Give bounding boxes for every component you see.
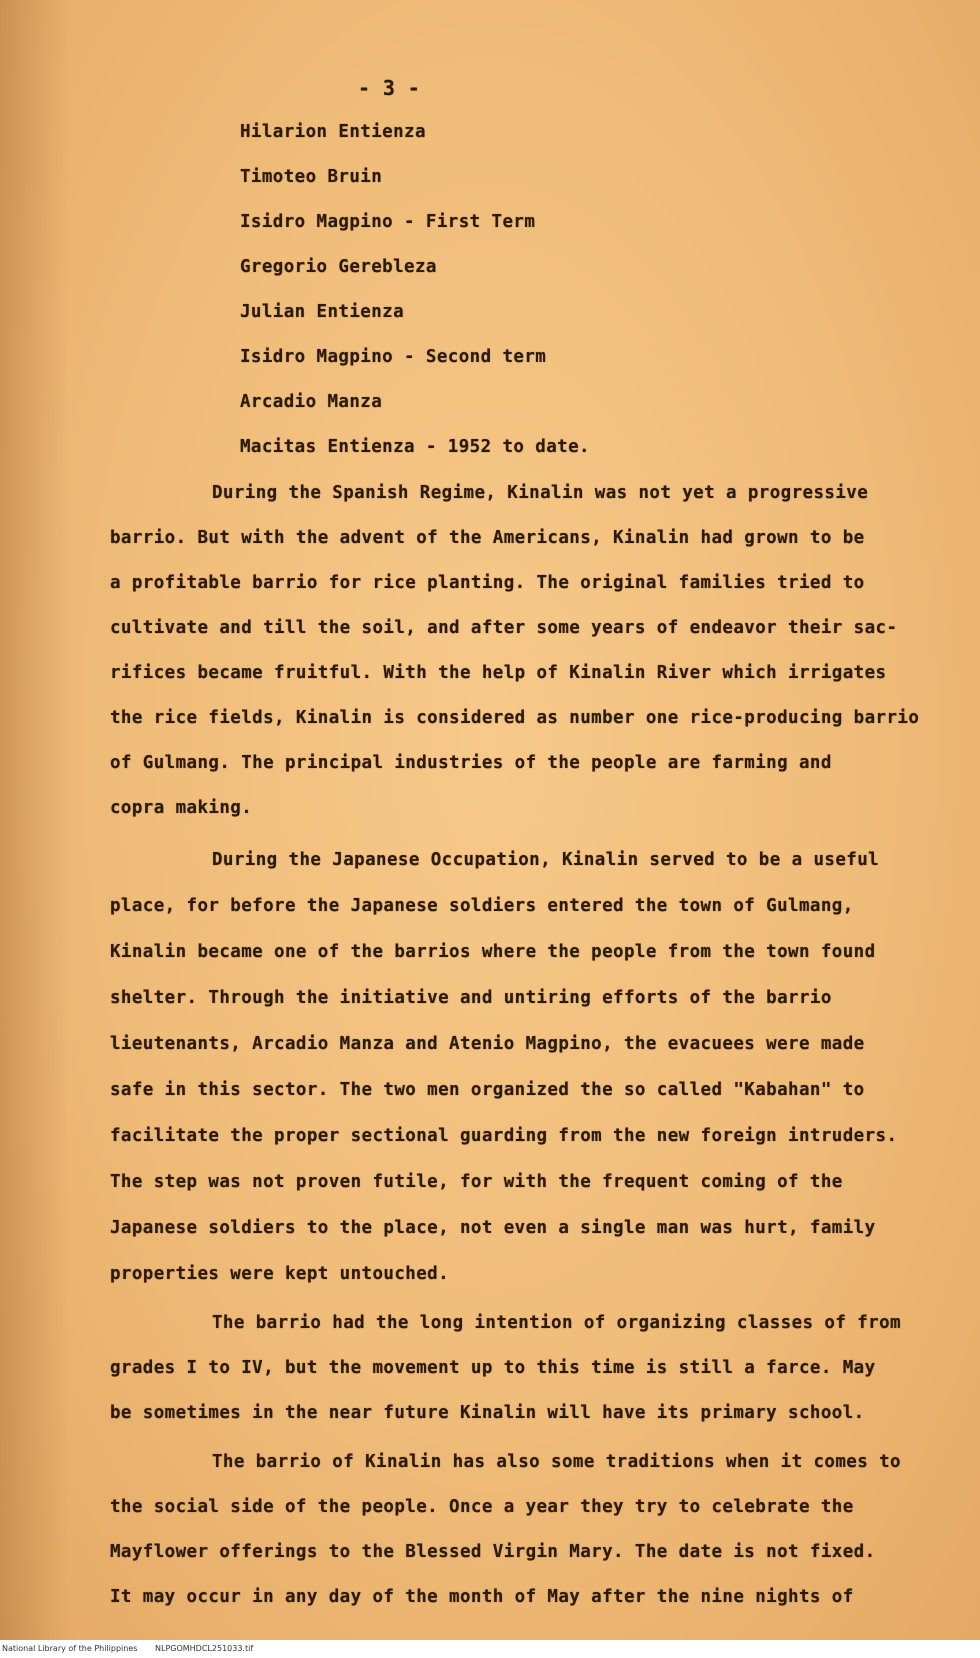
paragraph-line: The step was not proven futile, for with the frequent coming of the [110, 1172, 843, 1192]
paragraph-line: safe in this sector. The two men organized the so called "Kabahan" to [110, 1080, 865, 1100]
paragraph-line: Kinalin became one of the barrios where the people from the town found [110, 942, 876, 962]
name-list-item: Timoteo Bruin [240, 167, 383, 187]
paragraph-line: facilitate the proper sectional guarding from the new foreign intruders. [110, 1126, 898, 1146]
paragraph-line: barrio. But with the advent of the Americans, Kinalin had grown to be [110, 528, 865, 548]
name-list-item: Hilarion Entienza [240, 122, 426, 142]
paragraph-line: rifices became fruitful. With the help of Kinalin River which irrigates [110, 663, 887, 683]
footer-filename: NLPGOMHDCL251033.tif [155, 1644, 254, 1653]
paragraph-line: shelter. Through the initiative and untiring efforts of the barrio [110, 988, 832, 1008]
name-list-item: Gregorio Gerebleza [240, 257, 437, 277]
paragraph-line: grades I to IV, but the movement up to this time is still a farce. May [110, 1358, 876, 1378]
scan-footer [0, 1640, 980, 1658]
paragraph-line: During the Japanese Occupation, Kinalin served to be a useful [212, 850, 880, 870]
paragraph-line: The barrio of Kinalin has also some traditions when it comes to [212, 1452, 901, 1472]
name-list-item: Isidro Magpino - First Term [240, 212, 536, 232]
paragraph-line: of Gulmang. The principal industries of the people are farming and [110, 753, 832, 773]
paragraph-line: cultivate and till the soil, and after some years of endeavor their sac- [110, 618, 898, 638]
name-list-item: Julian Entienza [240, 302, 405, 322]
paragraph-line: properties were kept untouched. [110, 1264, 450, 1284]
paragraph-line: copra making. [110, 798, 253, 818]
footer-library: National Library of the Philippines [2, 1644, 138, 1653]
paragraph-line: Mayflower offerings to the Blessed Virgin Mary. The date is not fixed. [110, 1542, 876, 1562]
paragraph-line: be sometimes in the near future Kinalin will have its primary school. [110, 1403, 865, 1423]
paragraph-line: lieutenants, Arcadio Manza and Atenio Magpino, the evacuees were made [110, 1034, 865, 1054]
page-number: - 3 - [358, 76, 421, 100]
paragraph-line: Japanese soldiers to the place, not even a single man was hurt, family [110, 1218, 876, 1238]
name-list-item: Macitas Entienza - 1952 to date. [240, 437, 590, 457]
paragraph-line: place, for before the Japanese soldiers entered the town of Gulmang, [110, 896, 854, 916]
paragraph-line: the rice fields, Kinalin is considered as number one rice-producing barrio [110, 708, 920, 728]
name-list-item: Isidro Magpino - Second term [240, 347, 547, 367]
paragraph-line: The barrio had the long intention of organizing classes of from [212, 1313, 901, 1333]
paragraph-line: It may occur in any day of the month of May after the nine nights of [110, 1587, 854, 1607]
paragraph-line: During the Spanish Regime, Kinalin was not yet a progressive [212, 483, 869, 503]
paragraph-line: a profitable barrio for rice planting. The original families tried to [110, 573, 865, 593]
paragraph-line: the social side of the people. Once a year they try to celebrate the [110, 1497, 854, 1517]
name-list-item: Arcadio Manza [240, 392, 383, 412]
